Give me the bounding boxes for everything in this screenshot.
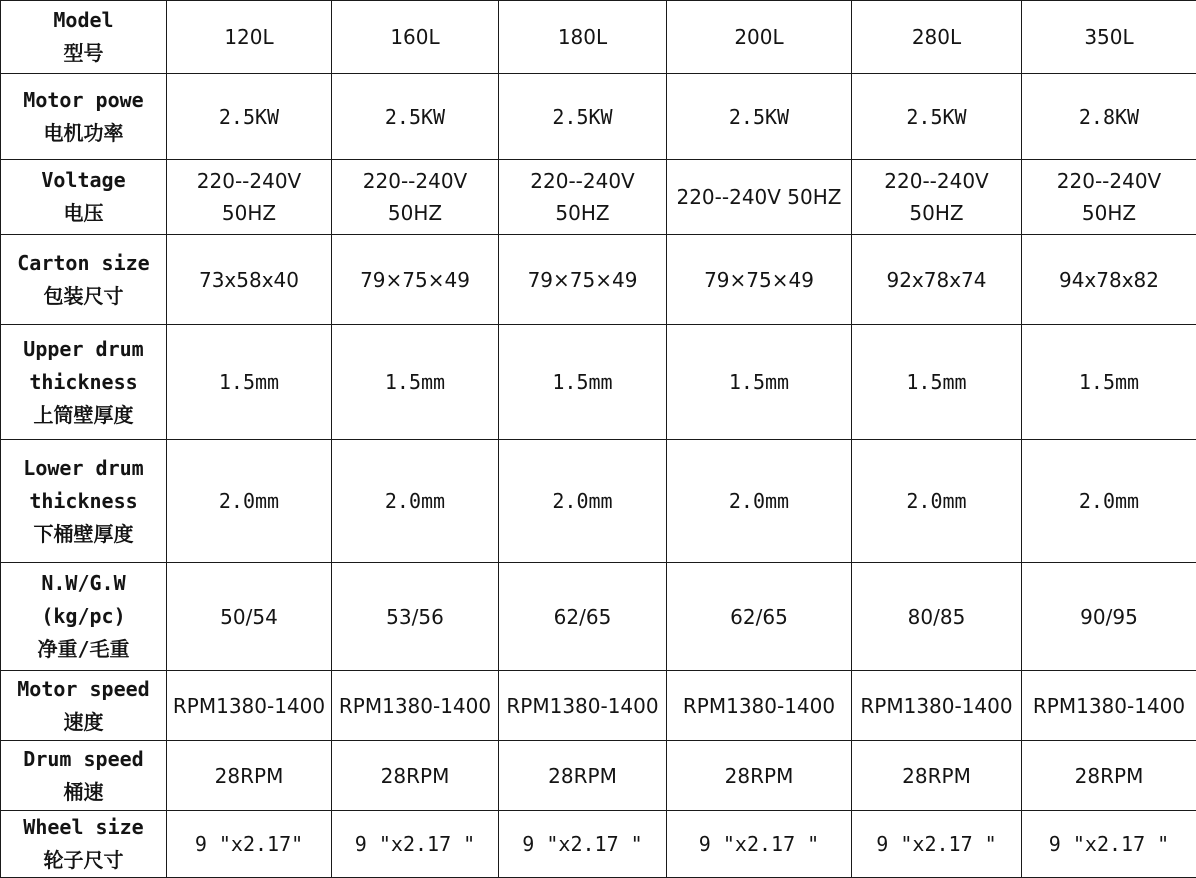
table-cell xyxy=(852,671,1022,741)
table-cell-line: 2.5KW xyxy=(167,101,331,133)
table-cell-line: 50HZ xyxy=(167,197,331,229)
table-cell xyxy=(332,235,499,325)
table-cell-line: 2.0mm xyxy=(667,485,851,517)
table-cell-line: 2.5KW xyxy=(667,101,851,133)
row-header-line: Drum speed xyxy=(1,743,166,776)
table-cell-line: 220--240V xyxy=(1022,165,1196,197)
table-cell-line: 80/85 xyxy=(852,601,1021,633)
table-cell xyxy=(332,440,499,563)
table-cell xyxy=(499,811,667,878)
table-cell xyxy=(667,741,852,811)
table-cell xyxy=(332,160,499,235)
table-cell-line: 50HZ xyxy=(852,197,1021,229)
table-cell-line: 1.5mm xyxy=(332,366,498,398)
table-cell xyxy=(667,1,852,74)
table-cell xyxy=(332,811,499,878)
row-header-line: 包装尺寸 xyxy=(1,280,166,313)
row-header-line: Carton size xyxy=(1,247,166,280)
table-cell-line: RPM1380-1400 xyxy=(667,690,851,722)
table-cell xyxy=(332,74,499,160)
table-row-model xyxy=(1,1,1196,74)
table-cell xyxy=(332,1,499,74)
table-cell xyxy=(332,563,499,671)
table-cell-line: 9 "x2.17" xyxy=(167,828,331,860)
table-cell-line: 180L xyxy=(499,21,666,53)
table-cell-line: 9 "x2.17 " xyxy=(667,828,851,860)
table-cell xyxy=(1022,741,1196,811)
row-header-line: Motor speed xyxy=(1,673,166,706)
table-cell xyxy=(667,235,852,325)
table-cell-line: 79×75×49 xyxy=(499,264,666,296)
row-header-lower-drum-thickness xyxy=(1,440,167,563)
table-cell-line: 1.5mm xyxy=(1022,366,1196,398)
table-cell xyxy=(852,74,1022,160)
table-cell xyxy=(1022,671,1196,741)
row-header-line: (kg/pc) xyxy=(1,600,166,633)
table-cell xyxy=(499,325,667,440)
row-header-line: 下桶壁厚度 xyxy=(1,518,166,551)
table-cell-line: 62/65 xyxy=(499,601,666,633)
table-cell xyxy=(1022,74,1196,160)
table-cell xyxy=(499,671,667,741)
table-cell xyxy=(499,741,667,811)
table-cell-line: 120L xyxy=(167,21,331,53)
table-cell-line: 2.0mm xyxy=(1022,485,1196,517)
row-header-motor-speed xyxy=(1,671,167,741)
row-header-line: N.W/G.W xyxy=(1,567,166,600)
row-header-line: Upper drum xyxy=(1,333,166,366)
row-header-motor-power xyxy=(1,74,167,160)
table-cell-line: 53/56 xyxy=(332,601,498,633)
table-cell xyxy=(499,440,667,563)
row-header-line: Wheel size xyxy=(1,811,166,844)
table-cell-line: 28RPM xyxy=(499,760,666,792)
table-row-motor-speed xyxy=(1,671,1196,741)
row-header-line: thickness xyxy=(1,366,166,399)
table-cell xyxy=(167,325,332,440)
table-cell xyxy=(167,563,332,671)
table-cell-line: 79×75×49 xyxy=(667,264,851,296)
row-header-voltage xyxy=(1,160,167,235)
table-cell-line: 2.0mm xyxy=(167,485,331,517)
table-cell xyxy=(667,74,852,160)
table-cell xyxy=(667,440,852,563)
table-cell xyxy=(332,325,499,440)
table-cell-line: 220--240V xyxy=(852,165,1021,197)
table-cell-line: RPM1380-1400 xyxy=(499,690,666,722)
table-cell xyxy=(167,74,332,160)
table-cell xyxy=(1022,563,1196,671)
table-cell xyxy=(332,671,499,741)
row-header-line: Motor powe xyxy=(1,84,166,117)
table-cell-line: RPM1380-1400 xyxy=(167,690,331,722)
row-header-line: Lower drum xyxy=(1,452,166,485)
table-cell xyxy=(499,563,667,671)
row-header-line: Model xyxy=(1,4,166,37)
table-cell xyxy=(167,160,332,235)
table-cell-line: 9 "x2.17 " xyxy=(1022,828,1196,860)
row-header-line: thickness xyxy=(1,485,166,518)
table-cell xyxy=(852,811,1022,878)
table-cell-line: 9 "x2.17 " xyxy=(852,828,1021,860)
table-cell xyxy=(1022,1,1196,74)
table-cell xyxy=(852,325,1022,440)
table-cell xyxy=(667,671,852,741)
table-cell xyxy=(499,160,667,235)
row-header-upper-drum-thickness xyxy=(1,325,167,440)
row-header-weight xyxy=(1,563,167,671)
table-cell-line: 220--240V xyxy=(167,165,331,197)
table-cell xyxy=(852,741,1022,811)
row-header-carton-size xyxy=(1,235,167,325)
row-header-wheel-size xyxy=(1,811,167,878)
table-cell xyxy=(667,160,852,235)
table-cell-line: 28RPM xyxy=(332,760,498,792)
table-cell-line: 28RPM xyxy=(167,760,331,792)
row-header-line: 桶速 xyxy=(1,776,166,809)
table-cell xyxy=(667,325,852,440)
table-cell-line: 9 "x2.17 " xyxy=(499,828,666,860)
table-cell xyxy=(332,741,499,811)
table-cell-line: RPM1380-1400 xyxy=(1022,690,1196,722)
table-row-lower-drum-thickness xyxy=(1,440,1196,563)
table-cell-line: 50HZ xyxy=(332,197,498,229)
table-cell-line: 94x78x82 xyxy=(1022,264,1196,296)
table-cell xyxy=(167,1,332,74)
row-header-line: Voltage xyxy=(1,164,166,197)
table-cell-line: 28RPM xyxy=(852,760,1021,792)
table-cell-line: 50HZ xyxy=(1022,197,1196,229)
table-row-carton-size xyxy=(1,235,1196,325)
table-cell xyxy=(667,811,852,878)
table-row-drum-speed xyxy=(1,741,1196,811)
table-cell xyxy=(852,235,1022,325)
table-cell xyxy=(167,440,332,563)
table-cell-line: 280L xyxy=(852,21,1021,53)
table-cell xyxy=(1022,440,1196,563)
table-cell-line: 90/95 xyxy=(1022,601,1196,633)
table-cell-line: 220--240V xyxy=(499,165,666,197)
table-cell xyxy=(852,440,1022,563)
table-row-upper-drum-thickness xyxy=(1,325,1196,440)
table-row-weight xyxy=(1,563,1196,671)
table-cell-line: 28RPM xyxy=(1022,760,1196,792)
table-cell-line: 73x58x40 xyxy=(167,264,331,296)
table-cell-line: 50HZ xyxy=(499,197,666,229)
row-header-line: 速度 xyxy=(1,706,166,739)
table-cell-line: 220--240V xyxy=(332,165,498,197)
table-row-motor-power xyxy=(1,74,1196,160)
table-cell-line: 1.5mm xyxy=(499,366,666,398)
row-header-line: 型号 xyxy=(1,37,166,70)
table-cell-line: 1.5mm xyxy=(852,366,1021,398)
table-cell xyxy=(1022,811,1196,878)
table-cell xyxy=(1022,160,1196,235)
table-row-wheel-size xyxy=(1,811,1196,878)
table-cell-line: 92x78x74 xyxy=(852,264,1021,296)
table-cell xyxy=(852,1,1022,74)
row-header-line: 电机功率 xyxy=(1,117,166,150)
table-cell-line: 2.0mm xyxy=(499,485,666,517)
table-cell-line: 79×75×49 xyxy=(332,264,498,296)
table-cell-line: 1.5mm xyxy=(167,366,331,398)
row-header-line: 净重/毛重 xyxy=(1,633,166,666)
table-cell-line: 350L xyxy=(1022,21,1196,53)
row-header-line: 电压 xyxy=(1,197,166,230)
table-cell xyxy=(667,563,852,671)
row-header-line: 轮子尺寸 xyxy=(1,844,166,877)
table-row-voltage xyxy=(1,160,1196,235)
table-cell-line: RPM1380-1400 xyxy=(852,690,1021,722)
table-cell-line: 160L xyxy=(332,21,498,53)
table-cell xyxy=(499,235,667,325)
spec-table-body xyxy=(1,1,1196,878)
table-cell-line: 2.5KW xyxy=(852,101,1021,133)
table-cell xyxy=(167,811,332,878)
table-cell xyxy=(499,1,667,74)
table-cell xyxy=(167,235,332,325)
table-cell xyxy=(1022,325,1196,440)
table-cell-line: 2.5KW xyxy=(499,101,666,133)
row-header-drum-speed xyxy=(1,741,167,811)
table-cell xyxy=(499,74,667,160)
row-header-model xyxy=(1,1,167,74)
table-cell-line: 2.0mm xyxy=(852,485,1021,517)
table-cell-line: 200L xyxy=(667,21,851,53)
table-cell xyxy=(852,160,1022,235)
row-header-line: 上筒壁厚度 xyxy=(1,399,166,432)
table-cell-line: 2.5KW xyxy=(332,101,498,133)
table-cell-line: 9 "x2.17 " xyxy=(332,828,498,860)
table-cell-line: 220--240V 50HZ xyxy=(667,181,851,213)
table-cell xyxy=(1022,235,1196,325)
table-cell xyxy=(167,671,332,741)
table-cell-line: 28RPM xyxy=(667,760,851,792)
table-cell-line: 50/54 xyxy=(167,601,331,633)
table-cell-line: RPM1380-1400 xyxy=(332,690,498,722)
table-cell-line: 2.0mm xyxy=(332,485,498,517)
table-cell-line: 2.8KW xyxy=(1022,101,1196,133)
table-cell-line: 62/65 xyxy=(667,601,851,633)
table-cell xyxy=(852,563,1022,671)
table-cell-line: 1.5mm xyxy=(667,366,851,398)
table-cell xyxy=(167,741,332,811)
